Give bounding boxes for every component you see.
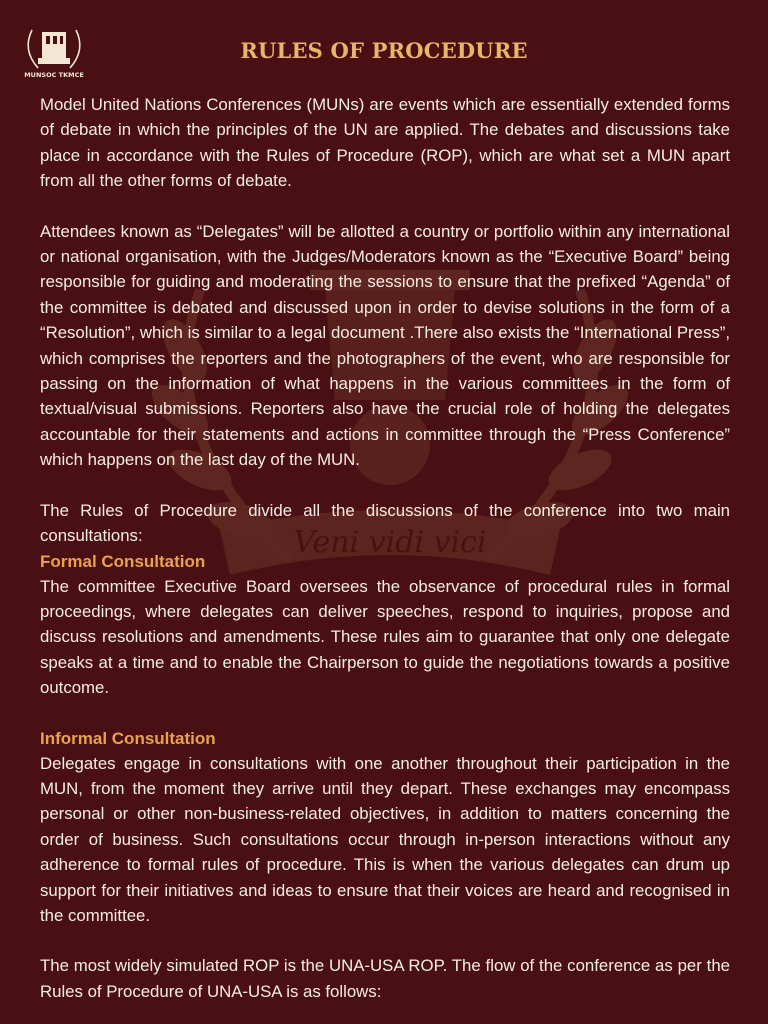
attendees-paragraph: Attendees known as “Delegates” will be allotted a country or portfolio within any international or national organisation, with the Judges/Moderators known as the “Executive Board” being responsible for guiding and moderating the sessions to ensure that the prefixed “Agenda” of the committee is debated and discussed upon in order to devise solutions in the form of a “Resolution”, which is similar to a legal document .There also exists the “International Press”, which comprises the reporters and the photographers of the event, who are responsible for passing on the information of what happens in the various committees in the form of textual/visual submissions. Reporters also have the crucial role of holding the delegates accountable for their statements and actions in committee through the “Press Conference” which happens on the last day of the MUN.	[40, 221, 730, 470]
intro-paragraph: Model United Nations Conferences (MUNs) are events which are essentially extended forms of debate in which the principles of the UN are applied. The debates and discussions take place in accordance with the Rules of Procedure (ROP), which are what set a MUN apart from all the other forms of debate.	[40, 95, 730, 191]
informal-consultation-heading: Informal Consultation	[40, 728, 216, 748]
document-body	[40, 92, 730, 1004]
closing-paragraph: The most widely simulated ROP is the UNA-USA ROP. The flow of the conference as per the Rules of Procedure of UNA-USA is as follows:	[40, 956, 730, 1001]
page-title: RULES OF PROCEDURE	[240, 38, 528, 63]
formal-consultation-text: The committee Executive Board oversees the observance of procedural rules in formal proceedings, where delegates can deliver speeches, respond to inquiries, propose and discuss resolutions and amendments. These rules aim to guarantee that only one delegate speaks at a time and to enable the Chairperson to guide the negotiations towards a positive outcome.	[40, 576, 730, 698]
informal-consultation-text: Delegates engage in consultations with one another throughout their participation in the MUN, from the moment they arrive until they depart. These exchanges may encompass personal or other non-business-related objectives, in addition to matters concerning the order of business. Such consultations occur through in-person interactions without any adherence to formal rules of procedure. This is when the various delegates can drum up support for their initiatives and ideas to ensure that their voices are heard and recognised in the committee.	[40, 753, 730, 925]
watermark-motto: Veni vidi vici	[293, 525, 487, 560]
formal-consultation-heading: Formal Consultation	[40, 551, 206, 571]
logo-caption: MUNSOC TKMCE	[24, 71, 84, 79]
divide-paragraph: The Rules of Procedure divide all the discussions of the conference into two main consultations:	[40, 500, 730, 546]
